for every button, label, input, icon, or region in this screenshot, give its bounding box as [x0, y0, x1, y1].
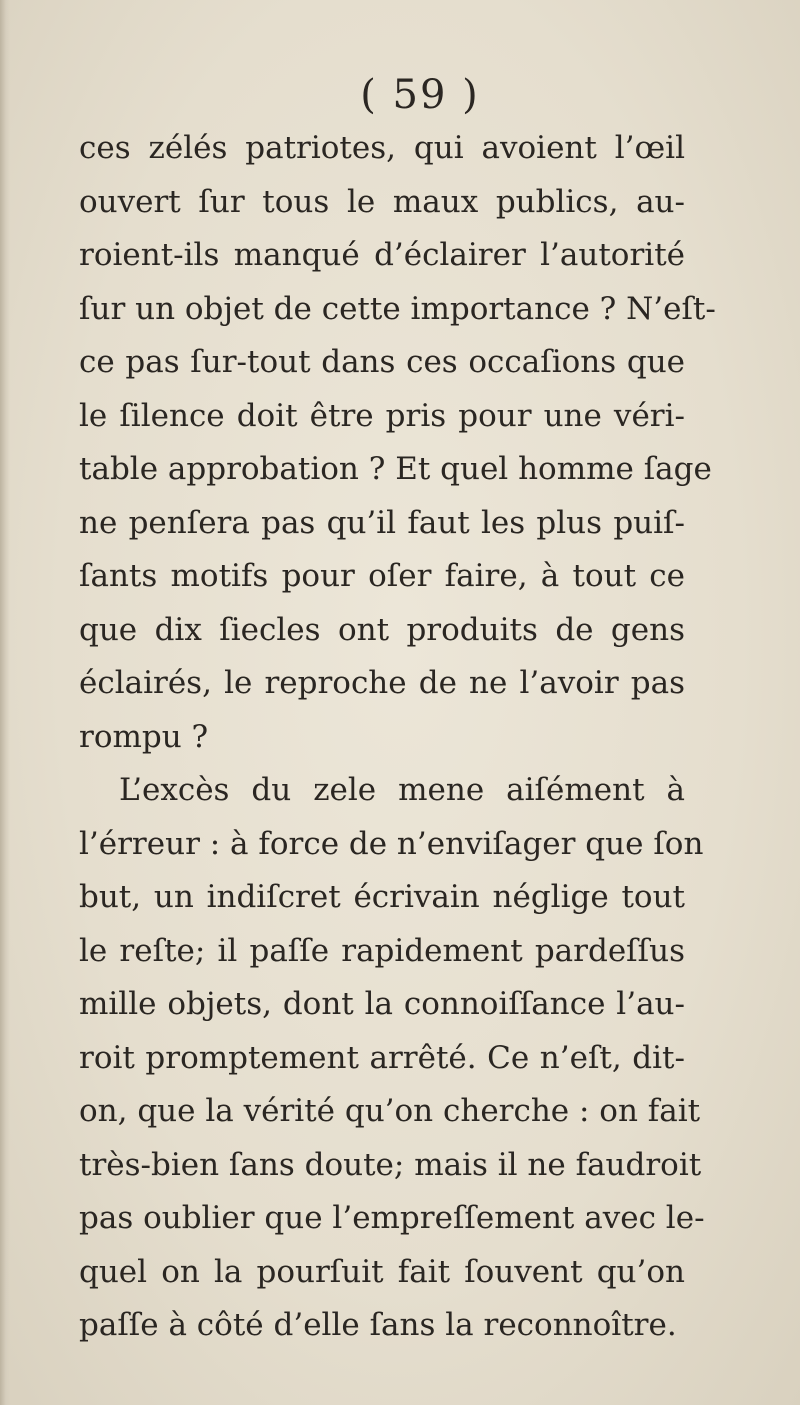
paragraph-end-line: rompu ?: [79, 718, 209, 755]
text-line: roit promptement arrêté. Ce n’eſt, dit-: [79, 1039, 685, 1076]
text-line: le reſte; il paſſe rapidement pardeſſus: [79, 932, 685, 969]
text-line: ouvert ſur tous le maux publics, au-: [79, 183, 685, 220]
text-line: mille objets, dont la connoiſſance l’au-: [79, 986, 685, 1022]
body-text: [79, 122, 716, 1353]
text-line: éclairés, le reproche de ne l’avoir pas: [79, 665, 685, 701]
page-edge: [0, 0, 10, 1405]
text-line: ſur un objet de cette importance ? N’eſt-: [79, 290, 716, 327]
text-line: ſants motifs pour oſer faire, à tout ce: [79, 558, 685, 594]
text-line: but, un indiſcret écrivain néglige tout: [79, 879, 685, 915]
text-line: roient-ils manqué d’éclairer l’autorité: [79, 237, 685, 273]
text-line: l’érreur : à force de n’enviſager que ſon: [79, 825, 704, 862]
text-line: ce pas ſur-tout dans ces occaſions que: [79, 344, 685, 380]
text-line: pas oublier que l’empreſſement avec le-: [79, 1200, 705, 1236]
text-line: table approbation ? Et quel homme ſage: [79, 451, 712, 487]
text-line: très-bien ſans doute; mais il ne faudroit: [79, 1146, 702, 1183]
text-line: ces zélés patriotes, qui avoient l’œil: [79, 130, 685, 166]
text-line: quel on la pourſuit fait ſouvent qu’on: [79, 1253, 685, 1290]
paragraph-start-line: L’excès du zele mene aiſément à: [119, 772, 685, 808]
paragraph-end-line: paſſe à côté d’elle ſans la reconnoître.: [79, 1307, 677, 1343]
text-line: le ſilence doit être pris pour une véri-: [79, 397, 685, 434]
page-number: ( 59 ): [360, 72, 480, 118]
text-line: ne penſera pas qu’il faut les plus puiſ-: [79, 504, 685, 541]
text-line: que dix ſiecles ont produits de gens: [79, 611, 685, 648]
text-line: on, que la vérité qu’on cherche : on fait: [79, 1093, 701, 1129]
